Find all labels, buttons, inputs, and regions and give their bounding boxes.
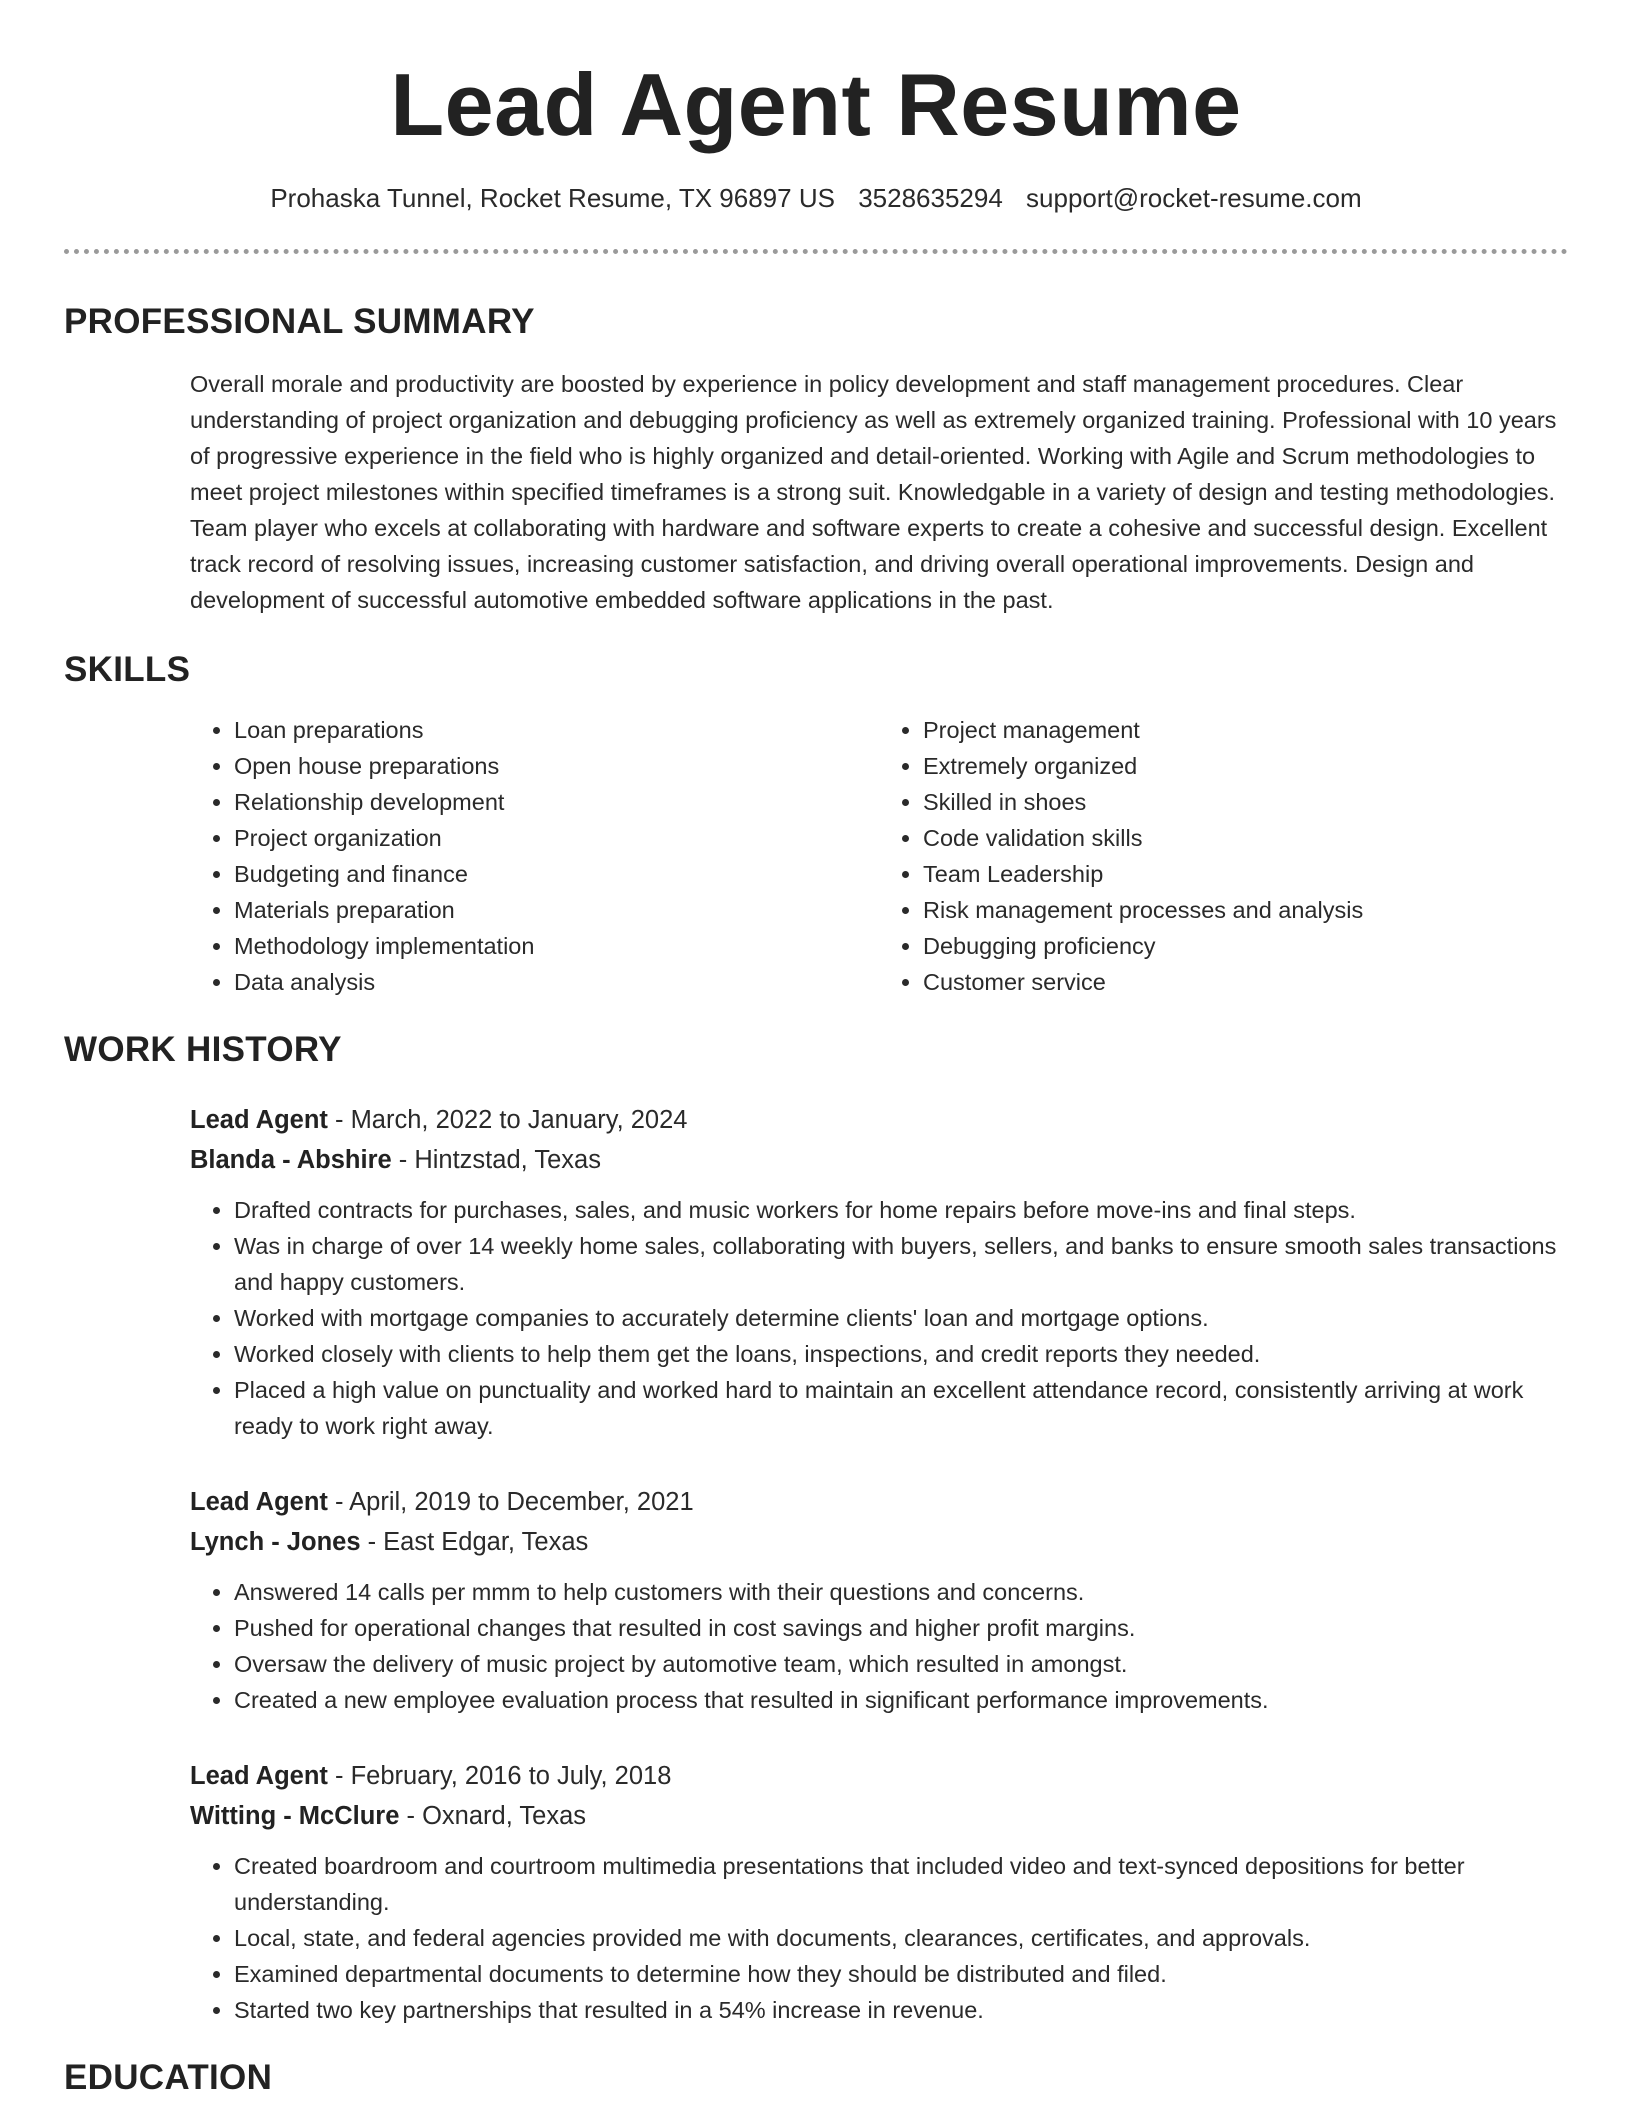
skills-column-right <box>879 712 1568 1000</box>
job-company-line <box>190 1796 1568 1836</box>
skill-item: • Risk management processes and analysis <box>923 892 1568 928</box>
skill-item: • Customer service <box>923 964 1568 1000</box>
job-company-line <box>190 1522 1568 1562</box>
job-company: Blanda - Abshire <box>190 1146 392 1174</box>
job-bullets <box>190 1848 1568 2028</box>
summary-text: Overall morale and productivity are boosted by experience in policy development and staff management procedures. Clear understanding of project organization and debugging proficiency as well as extremely organized training. Professional with 10 years of progressive experience in the field who is highly organized and detail-oriented. Working with Agile and Scrum methodologies to meet project milestones within specified timeframes is a strong suit. Knowledgable in a variety of design and testing methodologies. Team player who excels at collaborating with hardware and software experts to create a cohesive and successful design. Excellent track record of resolving issues, increasing customer satisfaction, and driving overall operational improvements. Design and development of successful automotive embedded software applications in the past. <box>190 371 1557 613</box>
job-entry <box>190 1756 1568 2028</box>
skill-item: • Budgeting and finance <box>234 856 879 892</box>
job-company: Witting - McClure <box>190 1802 400 1830</box>
contact-email: support@rocket-resume.com <box>1026 183 1362 213</box>
job-bullet: • Started two key partnerships that resulted in a 54% increase in revenue. <box>234 1992 1568 2028</box>
job-bullet: • Oversaw the delivery of music project by automotive team, which resulted in amongst. <box>234 1646 1568 1682</box>
skill-item: • Team Leadership <box>923 856 1568 892</box>
skill-item: • Methodology implementation <box>234 928 879 964</box>
job-bullet: • Answered 14 calls per mmm to help customers with their questions and concerns. <box>234 1574 1568 1610</box>
skill-item: • Skilled in shoes <box>923 784 1568 820</box>
job-dates: - April, 2019 to December, 2021 <box>327 1488 694 1516</box>
contact-line <box>64 181 1568 215</box>
job-location: - Oxnard, Texas <box>399 1802 587 1830</box>
job-dates: - February, 2016 to July, 2018 <box>327 1762 672 1790</box>
skill-item: • Materials preparation <box>234 892 879 928</box>
skill-item: • Extremely organized <box>923 748 1568 784</box>
skill-item: • Debugging proficiency <box>923 928 1568 964</box>
resume-page <box>64 0 1568 2100</box>
job-entry <box>190 1100 1568 1444</box>
job-title-line <box>190 1756 1568 1796</box>
skills-list <box>190 712 1568 1000</box>
job-company: Lynch - Jones <box>190 1528 361 1556</box>
header-divider <box>64 249 1568 254</box>
skill-item: • Data analysis <box>234 964 879 1000</box>
skill-item: • Code validation skills <box>923 820 1568 856</box>
job-bullet: • Worked closely with clients to help them get the loans, inspections, and credit reports they needed. <box>234 1336 1568 1372</box>
summary-heading: PROFESSIONAL SUMMARY <box>64 302 535 341</box>
skill-item: • Open house preparations <box>234 748 879 784</box>
job-title-line <box>190 1482 1568 1522</box>
job-bullet: • Local, state, and federal agencies provided me with documents, clearances, certificates, and approvals. <box>234 1920 1568 1956</box>
job-bullet: • Worked with mortgage companies to accurately determine clients' loan and mortgage options. <box>234 1300 1568 1336</box>
job-bullets <box>190 1192 1568 1444</box>
job-title-line <box>190 1100 1568 1140</box>
job-title: Lead Agent <box>190 1106 328 1134</box>
contact-address: Prohaska Tunnel, Rocket Resume, TX 96897 US <box>270 183 835 213</box>
education-heading: EDUCATION <box>64 2058 273 2097</box>
job-bullet: • Created boardroom and courtroom multimedia presentations that included video and text-synced depositions for better understanding. <box>234 1848 1568 1920</box>
job-location: - Hintzstad, Texas <box>391 1146 601 1174</box>
job-bullet: • Placed a high value on punctuality and worked hard to maintain an excellent attendance record, consistently arriving at work ready to work right away. <box>234 1372 1568 1444</box>
skills-heading: SKILLS <box>64 650 191 689</box>
job-bullet: • Was in charge of over 14 weekly home sales, collaborating with buyers, sellers, and banks to ensure smooth sales transactions and happy customers. <box>234 1228 1568 1300</box>
job-title: Lead Agent <box>190 1488 328 1516</box>
resume-title: Lead Agent Resume <box>390 55 1242 154</box>
job-bullet: • Drafted contracts for purchases, sales, and music workers for home repairs before move-ins and final steps. <box>234 1192 1568 1228</box>
skill-item: • Loan preparations <box>234 712 879 748</box>
work-history-heading: WORK HISTORY <box>64 1030 342 1069</box>
skill-item: • Relationship development <box>234 784 879 820</box>
job-bullets <box>190 1574 1568 1718</box>
skill-item: • Project organization <box>234 820 879 856</box>
job-entry <box>190 1482 1568 1718</box>
job-bullet: • Examined departmental documents to determine how they should be distributed and filed. <box>234 1956 1568 1992</box>
skill-item: • Project management <box>923 712 1568 748</box>
job-bullet: • Created a new employee evaluation process that resulted in significant performance improvements. <box>234 1682 1568 1718</box>
job-bullet: • Pushed for operational changes that resulted in cost savings and higher profit margins. <box>234 1610 1568 1646</box>
skills-column-left <box>190 712 879 1000</box>
job-company-line <box>190 1140 1568 1180</box>
job-dates: - March, 2022 to January, 2024 <box>327 1106 688 1134</box>
job-title: Lead Agent <box>190 1762 328 1790</box>
job-location: - East Edgar, Texas <box>360 1528 589 1556</box>
contact-phone: 3528635294 <box>858 183 1003 213</box>
